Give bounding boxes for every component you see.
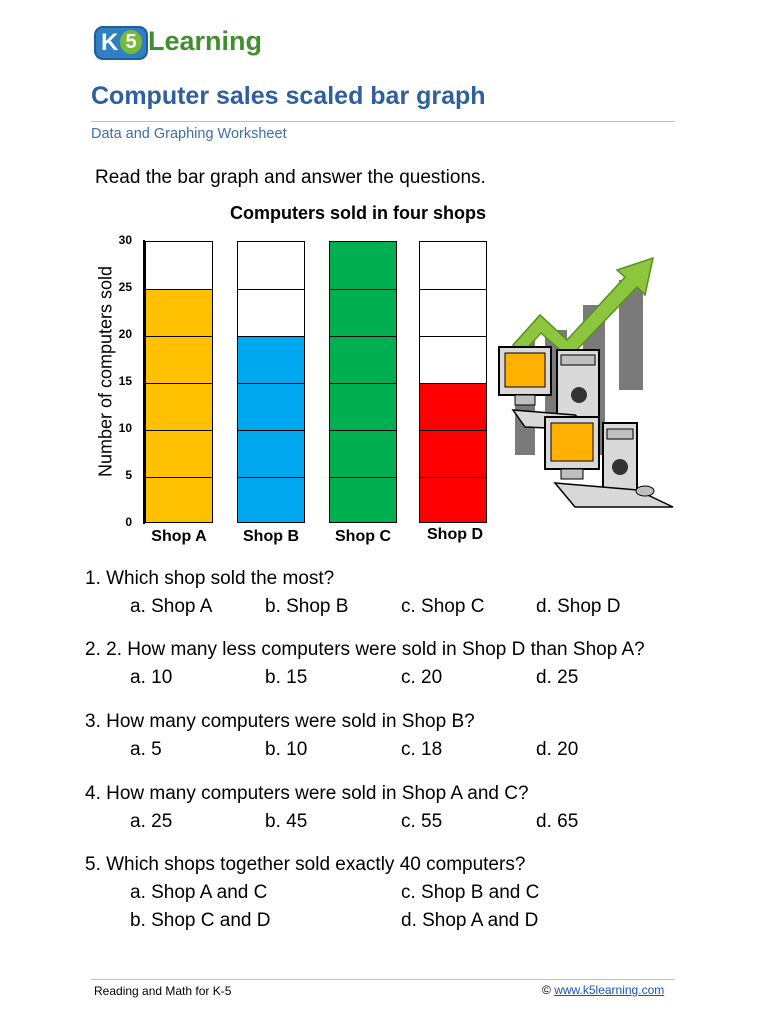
answer-option[interactable]: a. 10: [130, 667, 173, 688]
answer-option[interactable]: c. 18: [401, 739, 443, 760]
y-tick-label: 0: [125, 515, 132, 529]
bar-grid-line: [238, 289, 304, 290]
bar-grid-line: [420, 289, 486, 290]
bar-grid-line: [330, 477, 396, 478]
bar-grid-line: [420, 430, 486, 431]
question-2: 2. 2. How many less computers were sold in Shop D than Shop A?: [85, 639, 645, 660]
bar-grid-line: [238, 383, 304, 384]
answer-option[interactable]: a. Shop A and C: [130, 882, 268, 903]
answer-option[interactable]: c. Shop B and C: [401, 882, 540, 903]
bar-shop-c: [329, 241, 397, 523]
bar-grid-line: [146, 289, 212, 290]
bar-fill: [420, 383, 486, 522]
bar-fill: [146, 289, 212, 522]
question-1: 1. Which shop sold the most?: [85, 568, 335, 589]
bar-grid-line: [146, 477, 212, 478]
bar-grid-line: [330, 430, 396, 431]
website-link[interactable]: www.k5learning.com: [554, 983, 665, 997]
bar-shop-d: [419, 241, 487, 523]
answer-option[interactable]: c. 55: [401, 811, 443, 832]
x-tick-label: Shop C: [335, 528, 391, 545]
y-tick-label: 10: [118, 421, 132, 435]
question-4: 4. How many computers were sold in Shop A and C?: [85, 783, 529, 804]
bar-grid-line: [238, 430, 304, 431]
answer-option[interactable]: c. Shop C: [401, 596, 485, 617]
bar-shop-b: [237, 241, 305, 523]
bar-grid-line: [420, 383, 486, 384]
answer-option[interactable]: a. 25: [130, 811, 173, 832]
page-subtitle: Data and Graphing Worksheet: [91, 126, 287, 142]
question-3: 3. How many computers were sold in Shop B?: [85, 711, 475, 732]
logo-badge: K 5: [94, 26, 148, 60]
bar-fill: [330, 242, 396, 522]
copyright-symbol: ©: [542, 983, 551, 997]
answer-option[interactable]: a. 5: [130, 739, 162, 760]
y-tick-label: 30: [118, 233, 132, 247]
answer-option[interactable]: b. Shop C and D: [130, 910, 271, 931]
bar-grid-line: [420, 477, 486, 478]
x-tick-label: Shop D: [427, 526, 483, 543]
bar-shop-a: [145, 241, 213, 523]
bar-grid-line: [330, 289, 396, 290]
bar-grid-line: [146, 383, 212, 384]
x-tick-label: Shop A: [151, 528, 207, 545]
chart-title: Computers sold in four shops: [230, 203, 487, 223]
bar-grid-line: [146, 430, 212, 431]
answer-option[interactable]: d. 25: [536, 667, 579, 688]
bar-grid-line: [238, 336, 304, 337]
answer-option[interactable]: a. Shop A: [130, 596, 213, 617]
page-title: Computer sales scaled bar graph: [91, 82, 486, 110]
y-tick-label: 20: [118, 327, 132, 341]
footer-link-group: [542, 983, 664, 997]
bar-grid-line: [330, 336, 396, 337]
answer-option[interactable]: d. 20: [536, 739, 579, 760]
header-divider: [91, 121, 675, 122]
answer-option[interactable]: b. Shop B: [265, 596, 349, 617]
answer-option[interactable]: d. Shop D: [536, 596, 621, 617]
question-5: 5. Which shops together sold exactly 40 computers?: [85, 854, 526, 875]
footer-divider: [91, 979, 675, 980]
bar-grid-line: [330, 383, 396, 384]
footer-tagline: Reading and Math for K-5: [94, 984, 232, 998]
y-tick-label: 5: [125, 468, 132, 482]
answer-option[interactable]: d. 65: [536, 811, 579, 832]
chart-y-axis-label: Number of computers sold: [95, 265, 116, 478]
bar-grid-line: [146, 336, 212, 337]
instructions: Read the bar graph and answer the questions.: [95, 167, 486, 188]
answer-option[interactable]: d. Shop A and D: [401, 910, 539, 931]
y-tick-label: 15: [118, 374, 132, 388]
answer-option[interactable]: b. 15: [265, 667, 308, 688]
y-tick-label: 25: [118, 280, 132, 294]
answer-option[interactable]: b. 10: [265, 739, 308, 760]
bar-fill: [238, 336, 304, 522]
bar-chart: [80, 195, 510, 555]
k5-learning-logo: K 5 Learning: [94, 22, 264, 62]
answer-option[interactable]: c. 20: [401, 667, 443, 688]
computers-growth-chart-icon: [495, 255, 675, 515]
bar-grid-line: [238, 477, 304, 478]
bar-grid-line: [420, 336, 486, 337]
answer-option[interactable]: b. 45: [265, 811, 308, 832]
x-tick-label: Shop B: [243, 528, 299, 545]
